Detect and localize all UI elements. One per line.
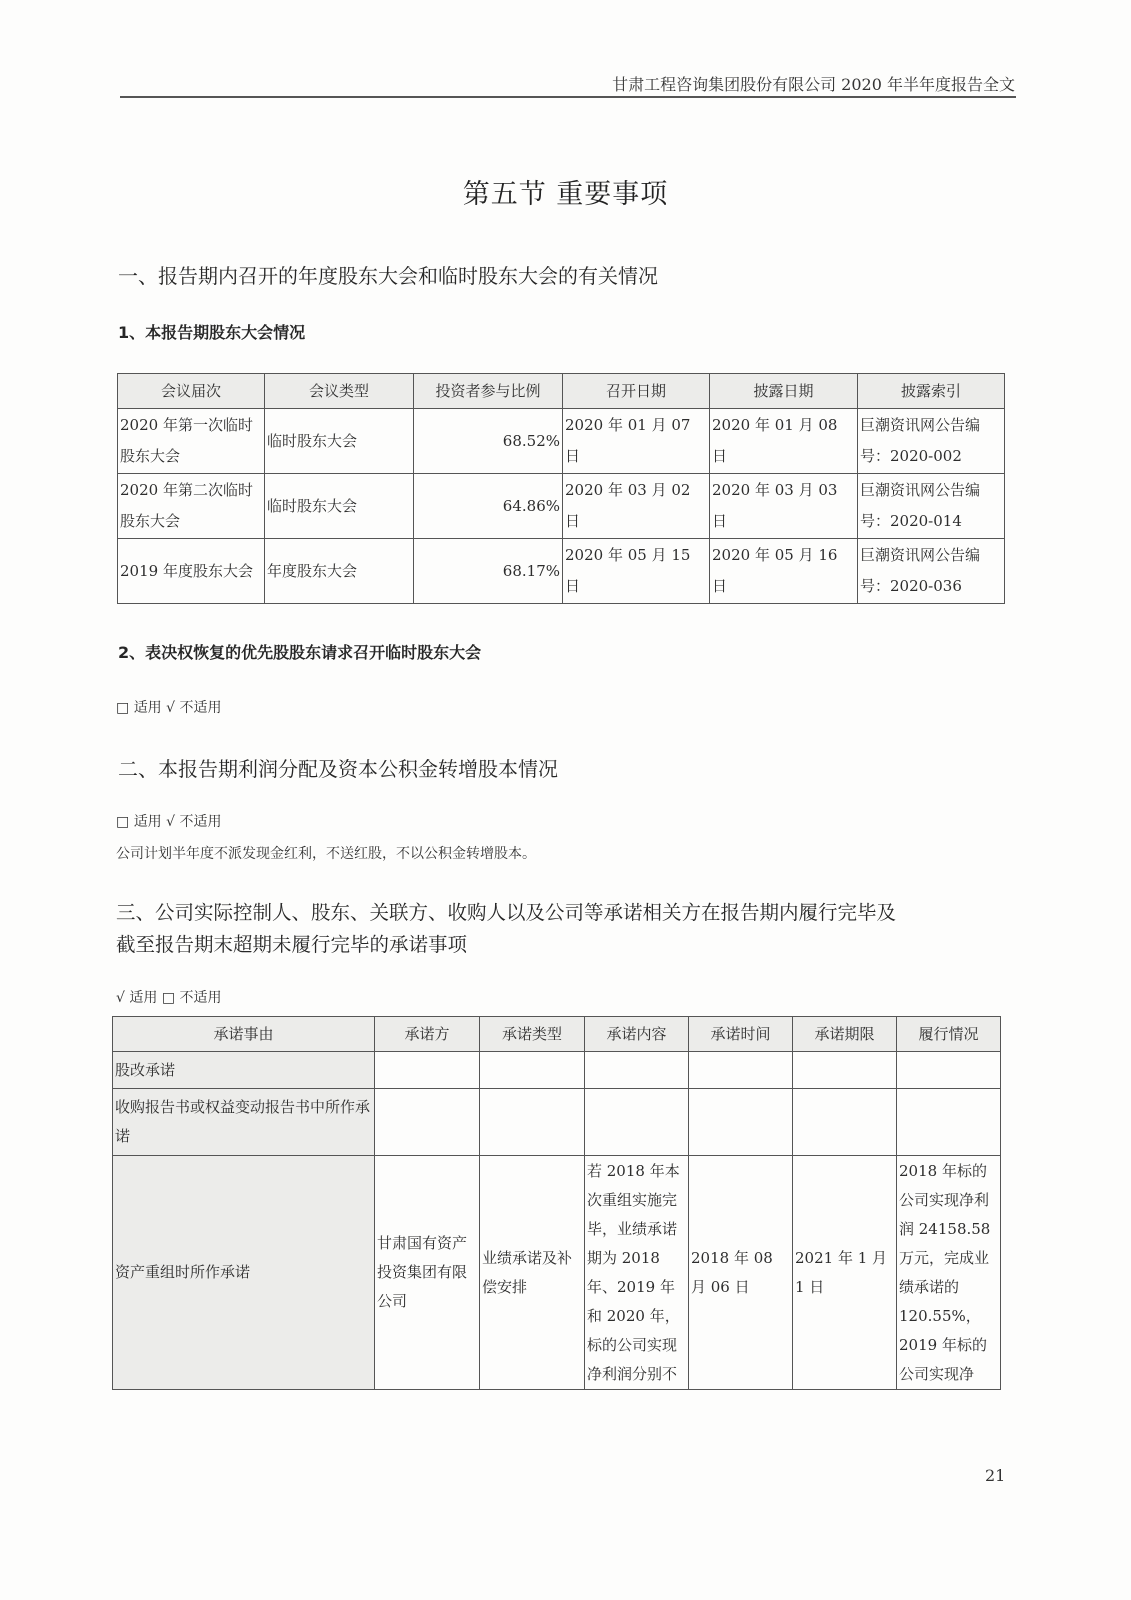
check-icon: √ <box>166 814 176 830</box>
page-number: 21 <box>985 1466 1006 1485</box>
commitment-reason: 资产重组时所作承诺 <box>113 1156 375 1390</box>
meeting-session: 2020 年第一次临时股东大会 <box>118 409 265 474</box>
commitment-term <box>793 1052 897 1089</box>
disclosure-index: 巨潮资讯网公告编号：2020-014 <box>858 474 1005 539</box>
not-applicable-label: 不适用 <box>179 990 222 1006</box>
commitment-content <box>585 1052 689 1089</box>
col-participation-ratio: 投资者参与比例 <box>414 374 563 409</box>
col-meeting-date: 召开日期 <box>563 374 710 409</box>
fulfillment: 2018 年标的公司实现净利润 24158.58 万元，完成业绩承诺的 120.55%，2019 年标的公司实现净 <box>897 1156 1001 1390</box>
applicable-label: 适用 <box>129 990 158 1006</box>
meeting-type: 临时股东大会 <box>265 409 414 474</box>
part1-heading: 一、报告期内召开的年度股东大会和临时股东大会的有关情况 <box>118 264 658 288</box>
check-icon: √ <box>166 700 176 716</box>
commitment-type <box>480 1089 585 1156</box>
table-row <box>113 1089 1001 1156</box>
commitment-time <box>689 1052 793 1089</box>
committing-party: 甘肃国有资产投资集团有限公司 <box>375 1156 480 1390</box>
not-applicable-label: 不适用 <box>179 700 222 716</box>
col-disclosure-date: 披露日期 <box>710 374 858 409</box>
table-row <box>113 1052 1001 1089</box>
disclosure-date: 2020 年 01 月 08 日 <box>710 409 858 474</box>
applicable-label: 适用 <box>133 700 162 716</box>
commitment-time: 2018 年 08 月 06 日 <box>689 1156 793 1390</box>
disclosure-date: 2020 年 03 月 03 日 <box>710 474 858 539</box>
commitment-content <box>585 1089 689 1156</box>
table-row <box>118 409 1005 474</box>
meeting-session: 2020 年第二次临时股东大会 <box>118 474 265 539</box>
check-icon: √ <box>116 990 125 1006</box>
col-commitment-type: 承诺类型 <box>480 1017 585 1052</box>
meeting-date: 2020 年 03 月 02 日 <box>563 474 710 539</box>
col-meeting-type: 会议类型 <box>265 374 414 409</box>
col-commitment-reason: 承诺事由 <box>113 1017 375 1052</box>
table-row <box>118 539 1005 604</box>
disclosure-index: 巨潮资讯网公告编号：2020-036 <box>858 539 1005 604</box>
participation-ratio: 68.52% <box>414 409 563 474</box>
part2-applicability <box>116 811 222 831</box>
part3-applicability <box>116 987 222 1007</box>
fulfillment <box>897 1089 1001 1156</box>
part3-heading-line1: 三、公司实际控制人、股东、关联方、收购人以及公司等承诺相关方在报告期内履行完毕及 <box>116 901 897 924</box>
disclosure-date: 2020 年 05 月 16 日 <box>710 539 858 604</box>
part1-applicability <box>116 697 222 717</box>
part2-note: 公司计划半年度不派发现金红利，不送红股，不以公积金转增股本。 <box>116 846 536 862</box>
meeting-type: 临时股东大会 <box>265 474 414 539</box>
commitments-table <box>112 1016 1001 1390</box>
table-header-row <box>113 1017 1001 1052</box>
part3-heading-line2: 截至报告期末超期未履行完毕的承诺事项 <box>116 933 468 956</box>
part2-heading: 二、本报告期利润分配及资本公积金转增股本情况 <box>118 757 558 781</box>
meeting-session: 2019 年度股东大会 <box>118 539 265 604</box>
table-row <box>113 1156 1001 1390</box>
col-commitment-term: 承诺期限 <box>793 1017 897 1052</box>
meeting-date: 2020 年 01 月 07 日 <box>563 409 710 474</box>
commitment-term <box>793 1089 897 1156</box>
commitment-content: 若 2018 年本次重组实施完毕，业绩承诺期为 2018 年、2019 年和 2020 年，标的公司实现净利润分别不 <box>585 1156 689 1390</box>
not-applicable-label: 不适用 <box>179 814 222 830</box>
commitment-time <box>689 1089 793 1156</box>
col-committing-party: 承诺方 <box>375 1017 480 1052</box>
unchecked-box-icon: □ <box>116 814 130 830</box>
participation-ratio: 68.17% <box>414 539 563 604</box>
part1-sub1-heading: 1、本报告期股东大会情况 <box>118 323 306 342</box>
col-meeting-session: 会议届次 <box>118 374 265 409</box>
table-row <box>118 474 1005 539</box>
section-title: 第五节 重要事项 <box>462 179 669 210</box>
col-commitment-time: 承诺时间 <box>689 1017 793 1052</box>
committing-party <box>375 1089 480 1156</box>
commitment-type <box>480 1052 585 1089</box>
table-header-row <box>118 374 1005 409</box>
commitment-type: 业绩承诺及补偿安排 <box>480 1156 585 1390</box>
meeting-type: 年度股东大会 <box>265 539 414 604</box>
commitment-reason: 股改承诺 <box>113 1052 375 1089</box>
disclosure-index: 巨潮资讯网公告编号：2020-002 <box>858 409 1005 474</box>
shareholder-meetings-table <box>117 373 1005 604</box>
col-fulfillment: 履行情况 <box>897 1017 1001 1052</box>
header-rule <box>120 96 1016 98</box>
col-disclosure-index: 披露索引 <box>858 374 1005 409</box>
unchecked-box-icon: □ <box>116 700 130 716</box>
committing-party <box>375 1052 480 1089</box>
part1-sub2-heading: 2、表决权恢复的优先股股东请求召开临时股东大会 <box>118 643 482 662</box>
participation-ratio: 64.86% <box>414 474 563 539</box>
commitment-term: 2021 年 1 月 1 日 <box>793 1156 897 1390</box>
fulfillment <box>897 1052 1001 1089</box>
running-header: 甘肃工程咨询集团股份有限公司 2020 年半年度报告全文 <box>612 75 1015 94</box>
unchecked-box-icon: □ <box>161 990 176 1006</box>
commitment-reason: 收购报告书或权益变动报告书中所作承诺 <box>113 1089 375 1156</box>
col-commitment-content: 承诺内容 <box>585 1017 689 1052</box>
applicable-label: 适用 <box>133 814 162 830</box>
meeting-date: 2020 年 05 月 15 日 <box>563 539 710 604</box>
